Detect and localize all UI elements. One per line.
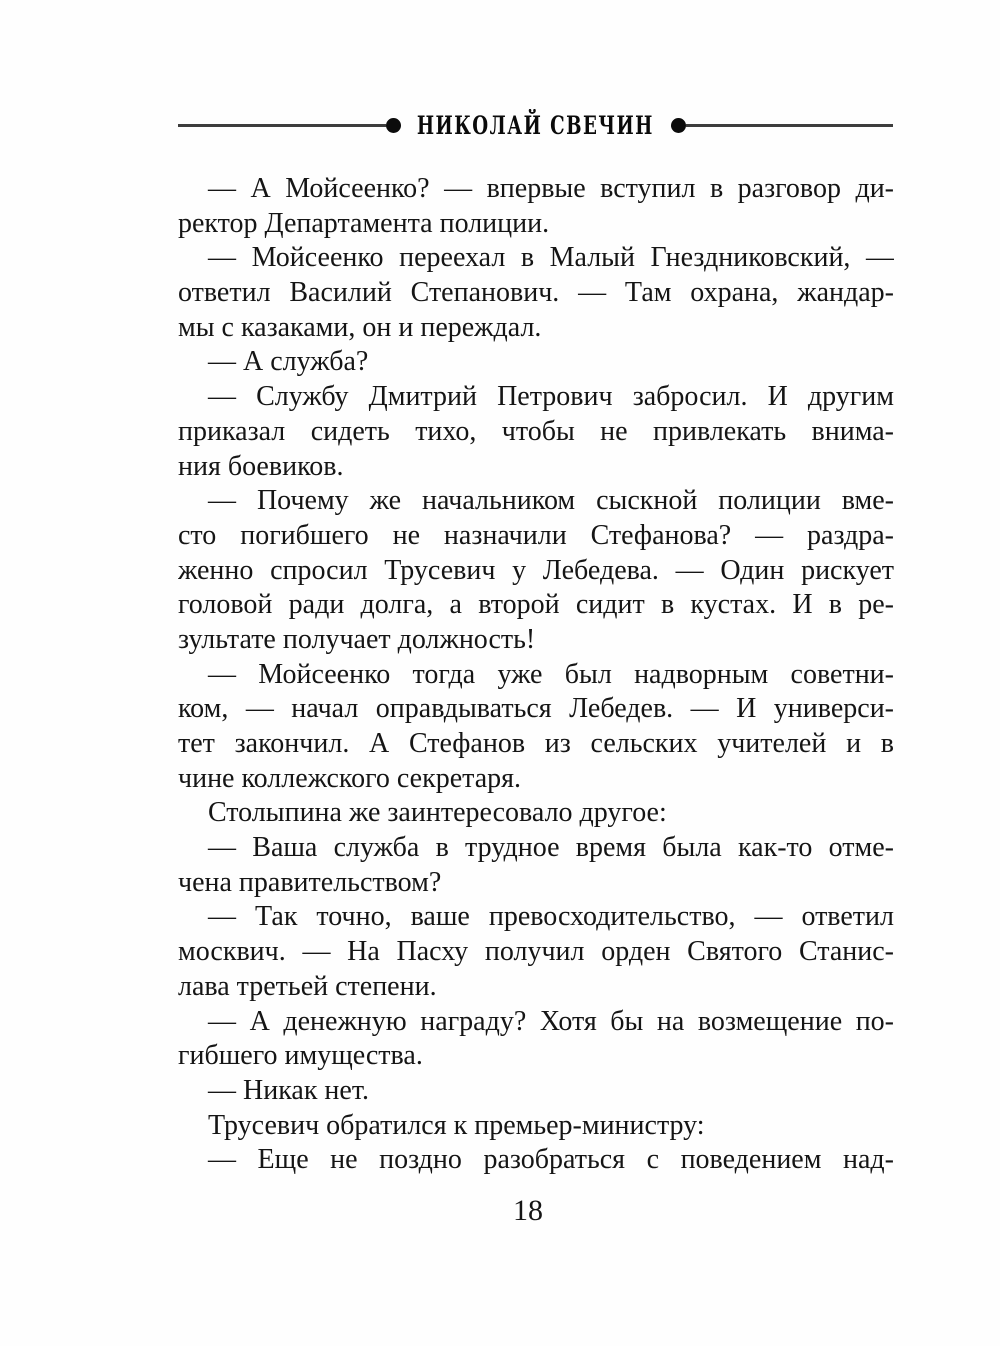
- text-line: зультате получает должность!: [178, 623, 536, 655]
- text-line: ответил Василий Степанович. — Там охрана, жандар-: [178, 277, 894, 309]
- text-line: — Мойсеенко тогда уже был надворным советни-: [208, 658, 894, 690]
- text-line: ректор Департамента полиции.: [178, 207, 550, 239]
- text-line: лава третьей степени.: [178, 970, 437, 1002]
- text-line: мы с казаками, он и переждал.: [178, 311, 542, 343]
- paragraph: [178, 900, 894, 1004]
- text-line: ния боевиков.: [178, 450, 344, 482]
- text-line: москвич. — На Пасху получил орден Святого Станис-: [178, 936, 894, 968]
- text-line: сто погибшего не назначили Стефанова? — раздра-: [178, 519, 894, 551]
- paragraph: [178, 241, 894, 345]
- text-line: Столыпина же заинтересовало другое:: [208, 797, 667, 829]
- text-line: женно спросил Трусевич у Лебедева. — Один рискует: [178, 554, 894, 586]
- header-rule-right: [686, 124, 894, 127]
- paragraph: [178, 1074, 894, 1109]
- text-line: — Так точно, ваше превосходительство, — ответил: [208, 901, 894, 933]
- paragraph: [178, 345, 894, 380]
- text-line: приказал сидеть тихо, чтобы не привлекать внима-: [178, 415, 894, 447]
- text-line: Трусевич обратился к премьер-министру:: [208, 1109, 705, 1141]
- paragraph: [178, 796, 894, 831]
- running-head: [178, 110, 893, 140]
- text-line: — Ваша служба в трудное время была как-то отме-: [208, 832, 894, 864]
- paragraph: [178, 380, 894, 484]
- page-number: 18: [513, 1194, 543, 1227]
- text-line: гибшего имущества.: [178, 1040, 423, 1072]
- text-line: тет закончил. А Стефанов из сельских учителей и в: [178, 728, 894, 759]
- text-line: — А Мойсеенко? — впервые вступил в разговор ди-: [208, 173, 894, 204]
- text-line: ком, — начал оправдываться Лебедев. — И универси-: [178, 693, 894, 725]
- bullet-icon: [671, 118, 686, 133]
- text-line: чине коллежского секретаря.: [178, 762, 522, 794]
- text-line: — Почему же начальником сыскной полиции вме-: [208, 485, 894, 517]
- text-line: головой ради долга, а второй сидит в кустах. И в ре-: [178, 589, 894, 621]
- paragraph: [178, 1109, 894, 1144]
- bullet-icon: [386, 118, 401, 133]
- text-line: чена правительством?: [178, 866, 442, 898]
- paragraph: [178, 831, 894, 900]
- text-line: — А денежную награду? Хотя бы на возмещение по-: [208, 1005, 894, 1037]
- text-block: [178, 172, 894, 1178]
- paragraph: [178, 1005, 894, 1074]
- text-line: — А служба?: [208, 346, 369, 378]
- paragraph: [178, 658, 894, 797]
- text-line: — Мойсеенко переехал в Малый Гнездниковский, —: [208, 242, 894, 274]
- paragraph: [178, 484, 894, 657]
- author-name: НИКОЛАЙ СВЕЧИН: [416, 110, 655, 140]
- header-rule-left: [178, 124, 386, 127]
- text-line: — Никак нет.: [208, 1074, 369, 1106]
- text-line: — Службу Дмитрий Петрович забросил. И другим: [208, 381, 894, 413]
- paragraph: [178, 172, 894, 241]
- running-title-box: [416, 110, 655, 140]
- paragraph: [178, 1143, 894, 1178]
- text-line: — Еще не поздно разобраться с поведением над-: [208, 1144, 894, 1176]
